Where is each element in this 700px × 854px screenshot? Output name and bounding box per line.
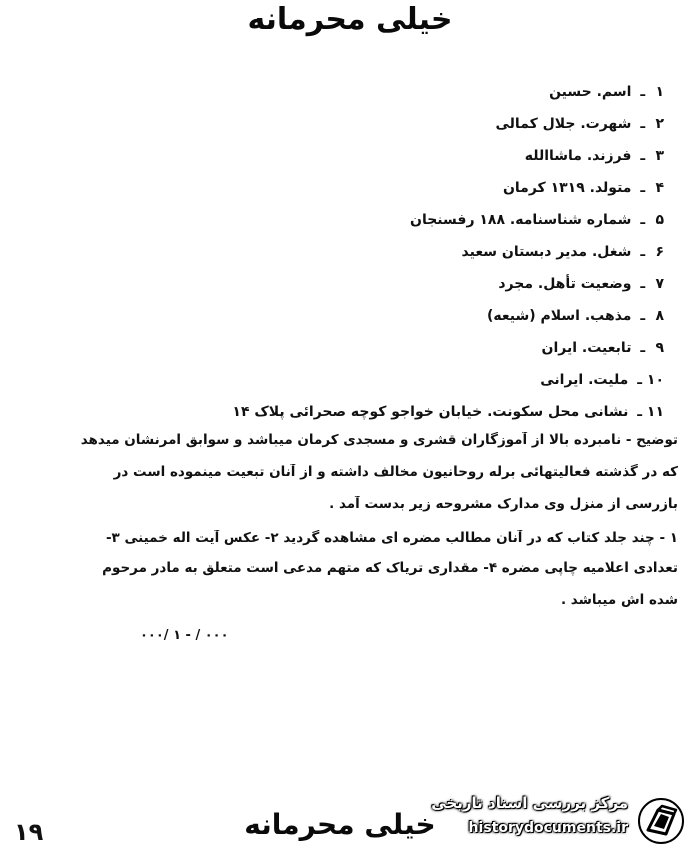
page-number: ۱۹ xyxy=(14,818,44,846)
item-number: ۱۱ xyxy=(646,404,664,420)
watermark-name: مرکز بررسی اسناد تاریخی xyxy=(431,794,628,812)
body-text-line: بازرسی از منزل وی مدارک مشروحه زیر بدست آمد . xyxy=(329,496,678,512)
personal-info-list xyxy=(64,80,664,432)
item-text: متولد. ۱۳۱۹ کرمان xyxy=(502,180,632,196)
item-text: شماره شناسنامه. ۱۸۸ رفسنجان xyxy=(410,212,632,228)
item-text: فرزند. ماشاالله xyxy=(524,148,632,164)
list-item: ۱۱ ـ نشانی محل سکونت. خیابان خواجو کوچه صحرائی پلاک ۱۴ xyxy=(64,400,664,432)
list-item: ۹ ـ تابعیت. ایران xyxy=(64,336,664,368)
list-item: ۳ ـ فرزند. ماشاالله xyxy=(64,144,664,176)
item-number: ۹ xyxy=(655,340,664,356)
item-number: ۴ xyxy=(655,180,664,196)
item-text: شغل. مدیر دبستان سعید xyxy=(461,244,632,260)
item-text: اسم. حسین xyxy=(549,84,632,100)
watermark-url: historydocuments.ir xyxy=(468,820,628,836)
body-text-line: ۱ - چند جلد کتاب که در آنان مطالب مضره ای مشاهده گردید ۲- عکس آیت اله خمینی ۳- xyxy=(105,530,678,546)
list-item: ۵ ـ شماره شناسنامه. ۱۸۸ رفسنجان xyxy=(64,208,664,240)
list-item: ۴ ـ متولد. ۱۳۱۹ کرمان xyxy=(64,176,664,208)
item-number: ۶ xyxy=(655,244,664,260)
item-text: شهرت. جلال کمالی xyxy=(495,116,632,132)
item-text: ملیت. ایرانی xyxy=(540,372,629,388)
item-text: مذهب. اسلام (شیعه) xyxy=(486,308,632,324)
classification-header: خیلی محرمانه xyxy=(247,2,453,37)
reference-number: ۰۰۰/ ۱ - / ۰۰۰ xyxy=(140,628,229,643)
item-text: وضعیت تأهل. مجرد xyxy=(498,276,632,292)
list-item: ۲ ـ شهرت. جلال کمالی xyxy=(64,112,664,144)
list-item: ۸ ـ مذهب. اسلام (شیعه) xyxy=(64,304,664,336)
item-number: ۸ xyxy=(655,308,664,324)
list-item: ۷ ـ وضعیت تأهل. مجرد xyxy=(64,272,664,304)
list-item: ۶ ـ شغل. مدیر دبستان سعید xyxy=(64,240,664,272)
list-item: ۱ ـ اسم. حسین xyxy=(64,80,664,112)
item-text: نشانی محل سکونت. خیابان خواجو کوچه صحرائی پلاک ۱۴ xyxy=(232,404,629,420)
item-number: ۱۰ xyxy=(646,372,664,388)
item-number: ۷ xyxy=(655,276,664,292)
body-text-line: شده اش میباشد . xyxy=(560,592,678,608)
watermark xyxy=(372,794,692,848)
item-number: ۲ xyxy=(655,116,664,132)
archive-logo-icon xyxy=(636,796,686,846)
item-text: تابعیت. ایران xyxy=(541,340,632,356)
item-number: ۳ xyxy=(655,148,664,164)
classification-footer: خیلی محرمانه xyxy=(244,808,436,841)
list-item: ۱۰ ـ ملیت. ایرانی xyxy=(64,368,664,400)
item-number: ۱ xyxy=(655,84,664,100)
body-text-line: تعدادی اعلامیه چاپی مضره ۴- مقداری تریاک که متهم مدعی است متعلق به مادر مرحوم xyxy=(102,560,678,576)
item-number: ۵ xyxy=(655,212,664,228)
body-text-line: که در گذشته فعالیتهائی برله روحانیون مخالف داشته و از آنان تبعیت مینموده است در xyxy=(113,464,678,480)
body-text-line: توضیح - نامبرده بالا از آموزگاران قشری و مسجدی کرمان میباشد و سوابق امرنشان میدهد xyxy=(80,432,678,448)
